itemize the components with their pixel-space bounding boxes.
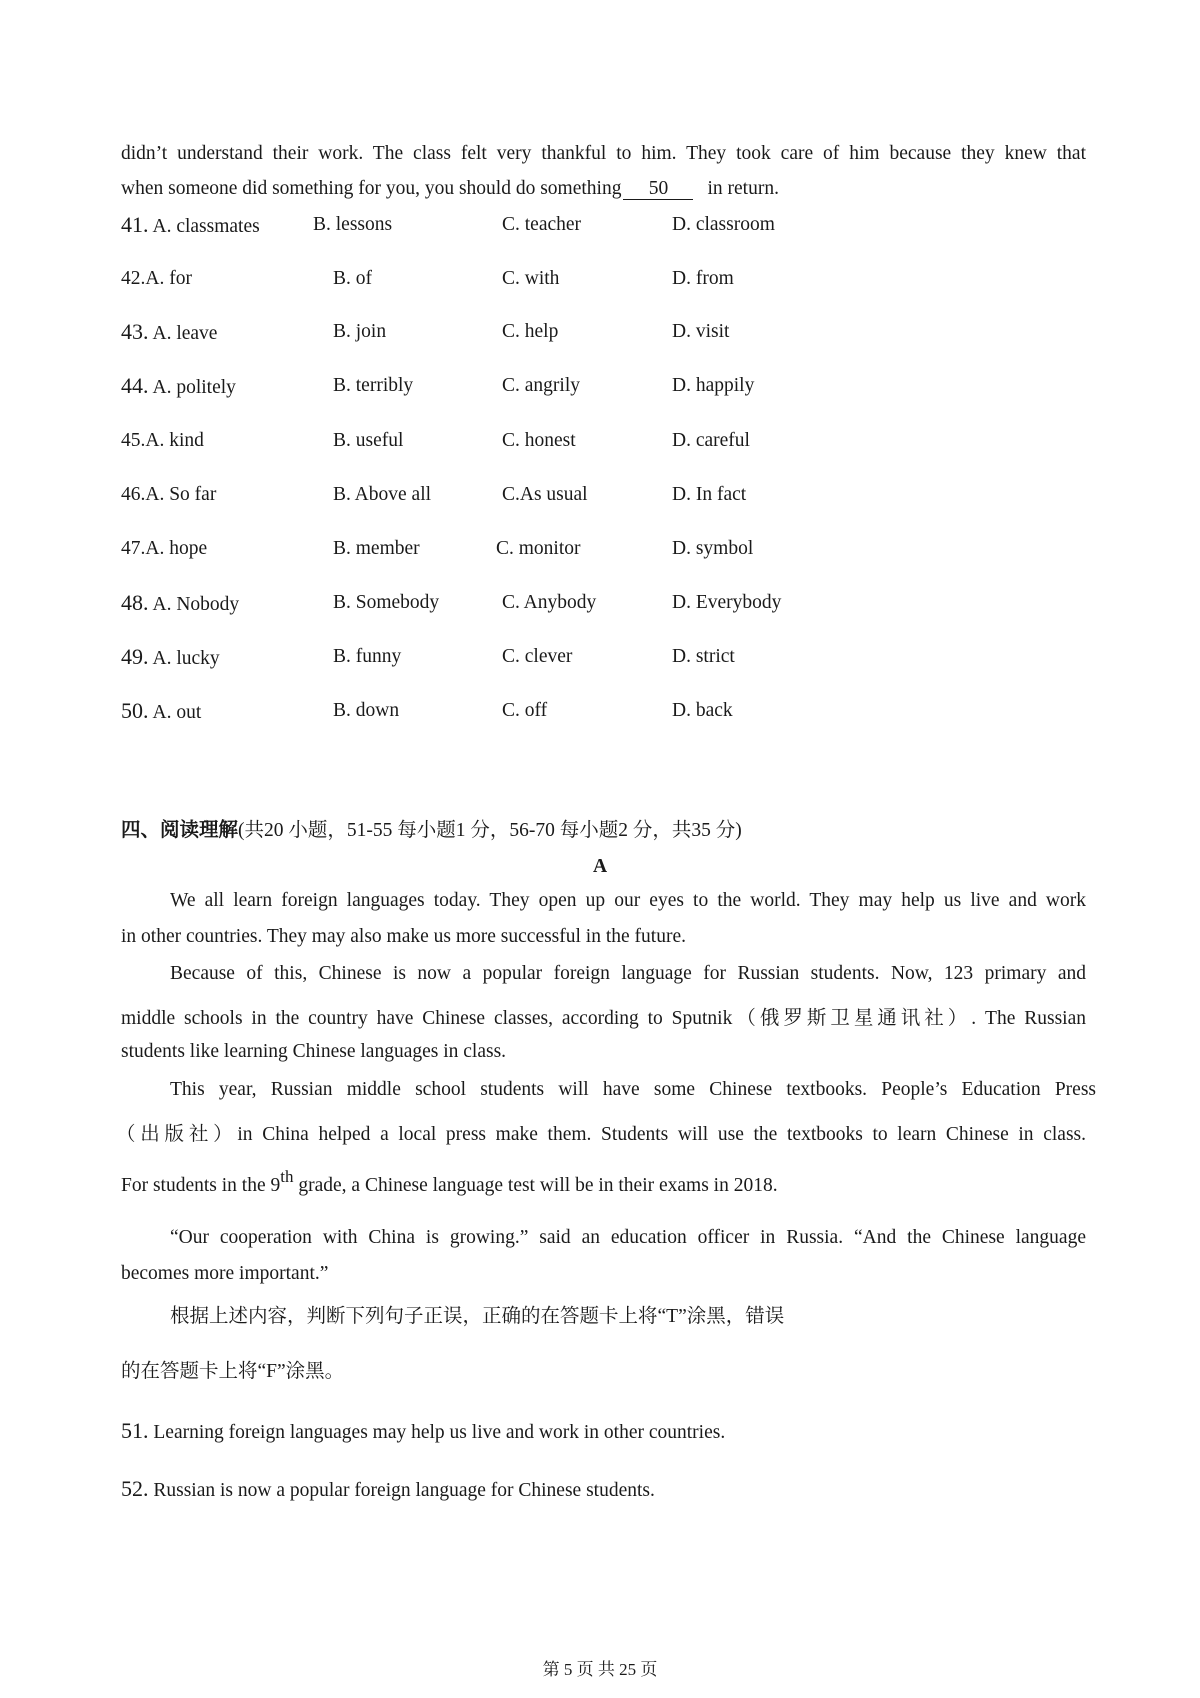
option-c: C. teacher <box>502 214 582 235</box>
passage-line: students like learning Chinese languages in class. <box>121 1041 507 1062</box>
option-c: C. monitor <box>496 538 581 559</box>
question-number: 48. <box>121 590 149 615</box>
section-heading <box>121 814 742 842</box>
question-number-option-a <box>121 698 201 724</box>
passage-line: in other countries. They may also make us more successful in the future. <box>121 926 686 947</box>
statement-number: 51. <box>121 1418 149 1443</box>
question-number: 47. <box>121 538 146 559</box>
option-c: C.As usual <box>502 484 588 505</box>
option-d: D. Everybody <box>672 592 782 613</box>
option-a: A. for <box>145 268 192 289</box>
statement-52 <box>121 1476 1086 1502</box>
passage-line: We all learn foreign languages today. They open up our eyes to the world. They may help us live and work <box>170 890 1086 911</box>
statement-text: Learning foreign languages may help us live and work in other countries. <box>153 1422 726 1443</box>
question-number: 41. <box>121 212 149 237</box>
passage-text: grade, a Chinese language test will be in their exams in 2018. <box>293 1175 778 1196</box>
option-b: B. Somebody <box>333 592 440 613</box>
option-d: D. back <box>672 700 733 721</box>
option-c: C. Anybody <box>502 592 597 613</box>
option-c: C. honest <box>502 430 576 451</box>
question-number: 44. <box>121 373 149 398</box>
option-a: A. lucky <box>152 648 220 669</box>
statement-text: Russian is now a popular foreign language for Chinese students. <box>153 1480 655 1501</box>
passage-text: in return. <box>707 178 779 199</box>
option-a: A. So far <box>145 484 217 505</box>
section-title: 四、阅读理解 <box>121 820 239 841</box>
option-b: B. Above all <box>333 484 432 505</box>
passage-line: Because of this, Chinese is now a popular foreign language for Russian students. Now, 123 primary and <box>170 963 1086 984</box>
option-b: B. join <box>333 321 387 342</box>
option-a: A. kind <box>145 430 204 451</box>
passage-text: when someone did something for you, you should do something <box>121 178 622 199</box>
option-d: D. strict <box>672 646 735 667</box>
option-d: D. happily <box>672 375 755 396</box>
page-footer: 第 5 页 共 25 页 <box>542 1660 658 1679</box>
option-b: B. funny <box>333 646 402 667</box>
answer-blank: 50 <box>623 179 693 200</box>
option-d: D. visit <box>672 321 730 342</box>
option-b: B. useful <box>333 430 404 451</box>
option-b: B. down <box>333 700 400 721</box>
passage-line: didn’t understand their work. The class felt very thankful to him. They took care of him because they knew that <box>121 143 1086 164</box>
option-c: C. off <box>502 700 548 721</box>
passage-label: A <box>592 856 608 877</box>
option-d: D. from <box>672 268 734 289</box>
option-d: D. careful <box>672 430 750 451</box>
question-number-option-a <box>121 484 216 506</box>
question-number-option-a <box>121 644 220 670</box>
option-a: A. leave <box>152 323 218 344</box>
option-b: B. member <box>333 538 420 559</box>
instruction-line: 的在答题卡上将“F”涂黑。 <box>121 1361 345 1382</box>
question-number: 42. <box>121 268 146 289</box>
passage-line: becomes more important.” <box>121 1263 329 1284</box>
option-c: C. clever <box>502 646 573 667</box>
question-number: 50. <box>121 698 149 723</box>
question-number-option-a <box>121 373 236 399</box>
option-c: C. angrily <box>502 375 580 396</box>
statement-51 <box>121 1418 1086 1444</box>
passage-line <box>121 1167 1086 1197</box>
option-a: A. classmates <box>152 216 260 237</box>
question-number-option-a <box>121 430 204 452</box>
statement-number: 52. <box>121 1476 149 1501</box>
question-number-option-a <box>121 319 217 345</box>
instruction-line: 根据上述内容，判断下列句子正误，正确的在答题卡上将“T”涂黑，错误 <box>170 1306 785 1327</box>
option-b: B. lessons <box>313 214 393 235</box>
section-detail: (共20 小题，51-55 每小题1 分，56-70 每小题2 分，共35 分) <box>238 820 742 841</box>
option-a: A. politely <box>152 377 236 398</box>
question-number-option-a <box>121 590 239 616</box>
question-number-option-a <box>121 212 260 238</box>
ordinal-suffix: th <box>280 1167 294 1186</box>
option-a: A. out <box>152 702 202 723</box>
question-number: 43. <box>121 319 149 344</box>
question-number: 45. <box>121 430 146 451</box>
option-c: C. help <box>502 321 559 342</box>
option-d: D. In fact <box>672 484 747 505</box>
option-a: A. hope <box>145 538 208 559</box>
option-b: B. of <box>333 268 372 289</box>
passage-line: middle schools in the country have Chinese classes, according to Sputnik（俄罗斯卫星通讯社）. The Russian <box>121 1008 1086 1029</box>
option-c: C. with <box>502 268 560 289</box>
option-a: A. Nobody <box>152 594 240 615</box>
passage-text: For students in the 9 <box>121 1175 281 1196</box>
question-number-option-a <box>121 268 192 290</box>
question-number: 49. <box>121 644 149 669</box>
passage-line: （出版社）in China helped a local press make them. Students will use the textbooks to learn Chinese in class. <box>116 1124 1086 1145</box>
question-number: 46. <box>121 484 146 505</box>
question-number-option-a <box>121 538 207 560</box>
option-d: D. classroom <box>672 214 775 235</box>
passage-line: “Our cooperation with China is growing.” said an education officer in Russia. “And the Chinese language <box>170 1227 1086 1248</box>
passage-line <box>121 178 1086 200</box>
passage-line: This year, Russian middle school students will have some Chinese textbooks. People’s Education Press <box>170 1079 1096 1100</box>
option-b: B. terribly <box>333 375 414 396</box>
option-d: D. symbol <box>672 538 754 559</box>
